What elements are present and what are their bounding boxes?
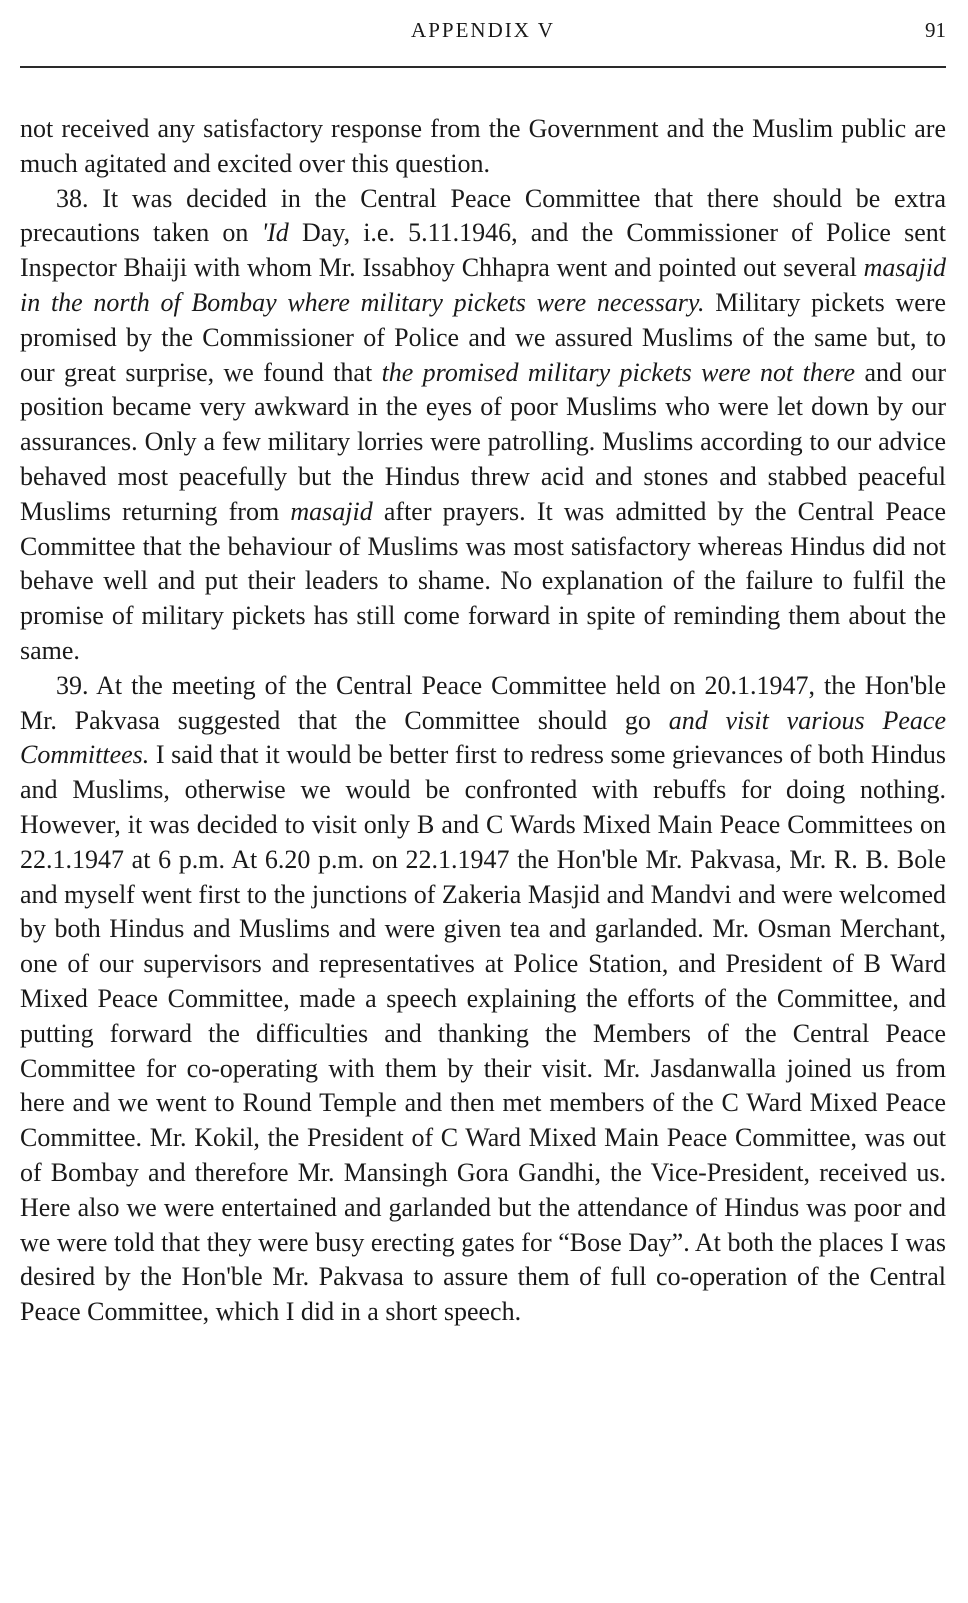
p38-italic-1: 'Id [261,218,289,248]
header-rule [20,66,946,68]
p38-text-3: Military pickets were promised by the Commissioner of Police and we assured Muslims of the same but, to our great surprise, we found that [20,287,946,387]
page-number: 91 [925,18,946,42]
p38-text-5: after prayers. It was admitted by the Central Peace Committee that the behaviour of Muslims was most satisfactory whereas Hindus did not behave well and put their leaders to shame. No explanation of the failure to fulfil the promise of military pickets has still come forward in spite of reminding them about the same. [20,496,946,665]
p38-italic-4: masajid [290,496,373,526]
p38-text-1: 38. It was decided in the Central Peace Committee that there should be extra precautions taken on [20,183,946,248]
p39-text-2: I said that it would be better first to redress some grievances of both Hindus and Muslims, otherwise we would be confronted with rebuffs for doing nothing. However, it was decided to visit only B and C Wards Mixed Main Peace Committees on 22.1.1947 at 6 p.m. At 6.20 p.m. on 22.1.1947 the Hon'ble Mr. Pakvasa, Mr. R. B. Bole and myself went first to the junctions of Zakeria Masjid and Mandvi and were welcomed by both Hindus and Muslims and were given tea and garlanded. Mr. Osman Merchant, one of our supervisors and representatives at Police Station, and President of B Ward Mixed Peace Committee, made a speech explaining the efforts of the Committee, and putting forward the difficulties and thanking the Members of the Central Peace Committee for co-operating with them by their visit. Mr. Jasdanwalla joined us from here and we went to Round Temple and then met members of the C Ward Mixed Peace Committee. Mr. Kokil, the President of C Ward Mixed Main Peace Committee, was out of Bombay and therefore Mr. Mansingh Gora Gandhi, the Vice-President, received us. Here also we were entertained and garlanded but the attendance of Hindus was poor and we were told that they were busy erecting gates for “Bose Day”. At both the places I was desired by the Hon'ble Mr. Pakvasa to assure them of full co-operation of the Central Peace Committee, which I did in a short speech. [20,740,946,1327]
paragraph-37-continuation [20,112,946,182]
p39-italic-1: and visit various Peace Committees. [20,705,946,770]
page-header [20,10,946,66]
p39-text-1: 39. At the meeting of the Central Peace Committee held on 20.1.1947, the Hon'ble Mr. Pakvasa suggested that the Committee should go [20,670,946,735]
p38-italic-2: masajid in the north of Bombay where military pickets were necessary. [20,253,946,317]
p38-text-4: and our position became very awkward in the eyes of poor Muslims who were let down by our assurances. Only a few military lorries were patrolling. Muslims according to our advice behaved most peacefully but the Hindus threw acid and stones and stabbed peaceful Muslims returning from [20,357,946,526]
paragraph-38 [20,182,946,669]
p38-italic-3: the promised military pickets were not there [381,357,856,387]
body-text [20,112,946,1330]
paragraph-37-text: not received any satisfactory response from the Government and the Muslim public are much agitated and excited over this question. [20,114,946,178]
paragraph-39 [20,669,946,1330]
running-head: APPENDIX V [411,18,555,42]
p38-text-2: Day, i.e. 5.11.1946, and the Commissioner of Police sent Inspector Bhaiji with whom Mr. Issabhoy Chhapra went and pointed out several [20,218,946,283]
